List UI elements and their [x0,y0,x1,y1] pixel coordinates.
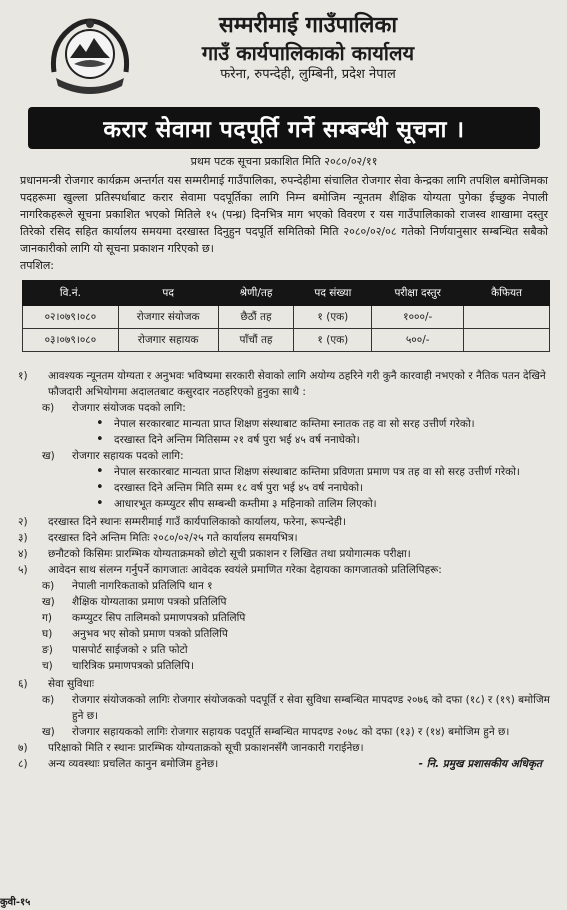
item-text: दरखास्त दिने अन्तिम मितिः २०८०/०२/२५ गते कार्यालय समयभित्र। [48,532,298,544]
sub-item [14,658,554,674]
bullet-item: • आधारभूत कम्प्युटर सीप सम्बन्धी कम्तीमा ३ महिनाको तालिम लिएको। [14,496,554,512]
sub-text: रोजगार संयोजक पदको लागि: [72,402,186,414]
item-text: अन्य व्यवस्थाः प्रचलित कानुन बमोजिम हुनेछ। [48,758,219,770]
col-header: परीक्षा दस्तुर [372,281,464,306]
item-text: आवश्यक न्यूनतम योग्यता र अनुभवः भविष्यमा सरकारी सेवाको लागि अयोग्य ठहरिने गरी कुनै कारवाही नभएको र नैतिक पतन देखिने फौजदारी अभियोगमा अदालतबाट कसुरदार नठहरिएको हुनुका साथै : [48,370,546,398]
sub-text: नेपाली नागरिकताको प्रतिलिपि थान १ [72,580,213,592]
table-cell [464,306,550,329]
intro-paragraph: प्रधानमन्त्री रोजगार कार्यक्रम अन्तर्गत यस सम्मरीमाई गाउँपालिका, रुपन्देहीमा संचालित रोजगार सेवा केन्द्रका लागि तपशिल बमोजिमका पदहरूमा खुल्ला प्रतिस्पर्धाबाट करार सेवामा पदपूर्तिका लागि निम्न बमोजिम न्यूनतम शैक्षिक योग्यता पुगेका ईच्छुक नेपाली नागरिकहरूले सूचना प्रकाशित भएको मितिले १५ (पन्ध्र) दिनभित्र माग भएको विवरण र यस गाउँपालिकाको राजस्व शाखामा दस्तुर तिरेको रसिद सहित कार्यालय समयमा दरखास्त दिनुहुन पदपूर्ति समितिको मिति २०८०/०२/०८ गतेको निर्णयानुसार सम्बन्धित सबैको जानकारीको लागि यो सूचना प्रकाशन गरिएको छ। [20,174,548,255]
sub-label: ख) [42,596,55,608]
item-number: ४) [18,548,28,560]
sub-label: ङ) [42,644,53,656]
publication-date: प्रथम पटक सूचना प्रकाशित मिति २०८०/०२/११ [190,155,378,168]
table-row [23,329,550,352]
sub-text: चारित्रिक प्रमाणपत्रको प्रतिलिपि। [72,660,194,672]
page-footer: कुवी-१५ [0,897,31,908]
details-label: तपशिल: [20,259,55,272]
sub-item [14,724,554,740]
sub-label: क) [42,402,55,414]
sub-item [14,692,554,724]
item-number: ६) [18,678,28,690]
office-name: गाउँ कार्यपालिकाको कार्यालय [201,41,415,65]
item-number: ८) [18,758,28,770]
sub-item [14,642,554,658]
sub-text: रोजगार सहायक पदको लागि: [72,450,184,462]
item-text: छनौटको किसिमः प्रारम्भिक योग्यताक्रमको छोटो सूची प्रकाशन र लिखित तथा प्रयोगात्मक परीक्षा। [48,548,411,560]
notice-title-banner: करार सेवामा पदपूर्ति गर्ने सम्बन्धी सूचना । [28,107,540,149]
list-item [14,546,554,562]
col-header: कैफियत [464,281,550,306]
sub-item [14,400,554,416]
org-name: सम्मरीमाई गाउँपालिका [218,13,398,38]
table-cell: पाँचौं तह [218,329,294,352]
sub-label: ख) [42,450,55,462]
table-cell: रोजगार सहायक [118,329,218,352]
bullet-item: • दरखास्त दिने अन्तिम मिति सम्म १८ वर्ष पुरा भई ४५ वर्ष ननाघेको। [14,480,554,496]
sub-text: शैक्षिक योग्यताका प्रमाण पत्रको प्रतिलिपि [72,596,227,608]
table-cell: १ (एक) [294,329,372,352]
bullet-item: • दरखास्त दिने अन्तिम मितिसम्म २१ वर्ष पुरा भई ४५ वर्ष ननाघेको। [14,432,554,448]
address: फरेना, रुपन्देही, लुम्बिनी, प्रदेश नेपाल [220,67,396,82]
sub-item [14,578,554,594]
table-cell: ०२।०७९।०८० [23,306,119,329]
table-cell [464,329,550,352]
sub-item [14,626,554,642]
sub-label: घ) [42,628,53,640]
col-header: पद [118,281,218,306]
sub-text: कम्प्युटर सिप तालिमको प्रमाणपत्रको प्रतिलिपि [72,612,246,624]
item-number: ७) [18,742,28,754]
notice-page [8,4,560,894]
item-text: सेवा सुविधाः [48,678,94,690]
list-item [14,676,554,692]
list-item [14,530,554,546]
table-cell: छैठौं तह [218,306,294,329]
bullet-item: • नेपाल सरकारबाट मान्यता प्राप्त शिक्षण संस्थाबाट कम्तिमा प्रविणता प्रमाण पत्र तह वा सो सरह उत्तीर्ण गरेको। [14,464,554,480]
list-item [14,740,554,756]
vacancy-table [22,280,550,352]
item-number: २) [18,516,28,528]
table-row [23,306,550,329]
item-number: ३) [18,532,28,544]
sub-label: च) [42,660,53,672]
item-text: आवेदन साथ संलग्न गर्नुपर्ने कागजातः आवेदक स्वयंले प्रमाणित गरेका देहायका कागजातको प्रतिलिपिहरू: [48,564,442,576]
table-cell: ०३।०७९।०८० [23,329,119,352]
sub-label: ख) [42,726,55,738]
table-cell: १ (एक) [294,306,372,329]
list-item [14,756,554,772]
list-item [14,368,554,400]
item-text: दरखास्त दिने स्थानः सम्मरीमाई गाउँ कार्यपालिकाको कार्यालय, फरेना, रूपन्देही। [48,516,346,528]
list-item [14,514,554,530]
sub-label: ग) [42,612,53,624]
sub-text: रोजगार संयोजकको लागिः रोजगार संयोजकको पदपूर्ति र सेवा सुविधा सम्बन्धित मापदण्ड २०७६ को दफा (१८) र (१९) बमोजिम हुने छ। [72,694,550,722]
sub-text: अनुभव भए सोको प्रमाण पत्रको प्रतिलिपि [72,628,228,640]
sub-item [14,610,554,626]
list-item [14,562,554,578]
signature: - नि. प्रमुख प्रशासकीय अधिकृत [418,758,542,770]
item-number: १) [18,370,28,382]
item-number: ५) [18,564,28,576]
bullet-item: • नेपाल सरकारबाट मान्यता प्राप्त शिक्षण संस्थाबाट कम्तिमा स्नातक तह वा सो सरह उत्तीर्ण गरेको। [14,416,554,432]
header [158,12,458,84]
table-cell: १०००/- [372,306,464,329]
item-text: परिक्षाको मिति र स्थानः प्रारम्भिक योग्यताक्रको सूची प्रकाशनसँगै जानकारी गराईनेछ। [48,742,364,754]
col-header: वि.नं. [23,281,119,306]
sub-text: पासपोर्ट साईजको २ प्रति फोटो [72,644,188,656]
table-header-row [23,281,550,306]
col-header: पद संख्या [294,281,372,306]
table-cell: रोजगार संयोजक [118,306,218,329]
col-header: श्रेणी/तह [218,281,294,306]
sub-text: रोजगार सहायकको लागिः रोजगार सहायक पदपूर्ति सम्बन्धित मापदण्ड २०७८ को दफा (१३) र (१४) बमोजिम हुने छ। [72,726,510,738]
table-cell: ५००/- [372,329,464,352]
sub-label: क) [42,694,55,706]
sub-item [14,594,554,610]
nepal-emblem-icon [44,12,136,100]
conditions-list [14,368,554,772]
sub-label: क) [42,580,55,592]
sub-item [14,448,554,464]
